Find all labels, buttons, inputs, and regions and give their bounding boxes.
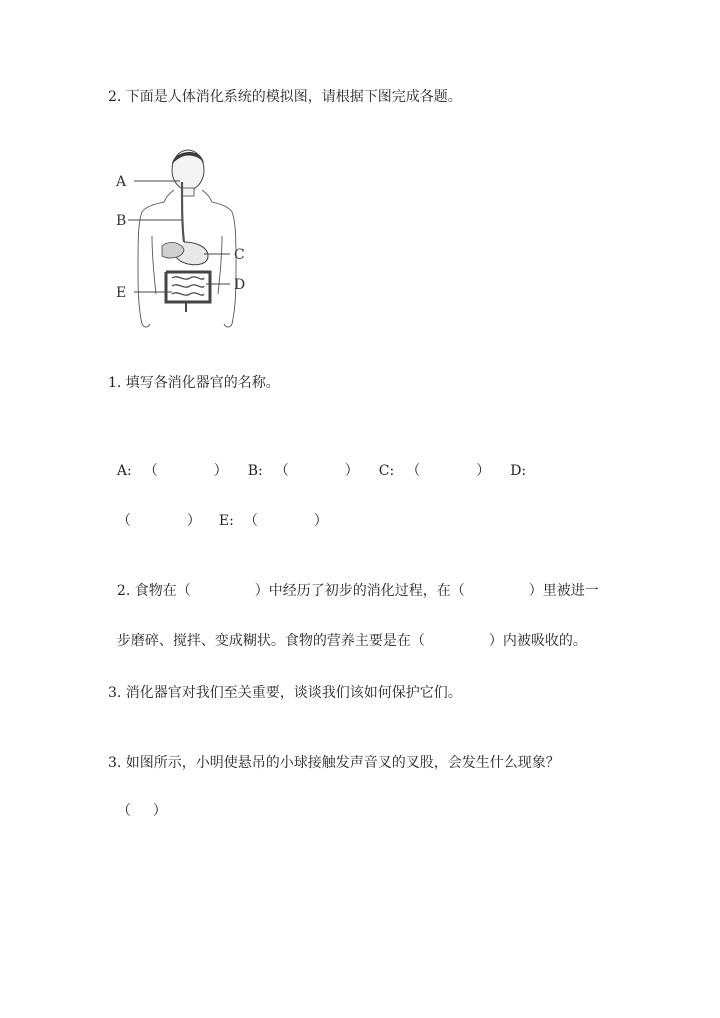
label-d: D xyxy=(234,277,246,293)
blank-row-2 xyxy=(108,494,328,530)
answer-open: （ xyxy=(116,803,131,819)
head xyxy=(172,150,204,196)
blank-b-close: ） xyxy=(344,463,359,479)
blank-c-close: ） xyxy=(476,463,491,479)
blank-d-close: ） xyxy=(186,513,201,529)
sub-3-prompt: 3. 消化器官对我们至关重要，谈谈我们该如何保护它们。 xyxy=(108,685,462,701)
sub-2-part-4: 步磨碎、搅拌、变成糊状。食物的营养主要是在（ xyxy=(116,633,425,649)
sub-2-part-5: ）内被吸收的。 xyxy=(488,633,587,649)
sub-2-line-2 xyxy=(108,614,587,650)
blank-a-label: A: xyxy=(116,463,132,479)
label-b: B xyxy=(116,213,127,229)
blank-row-1 xyxy=(108,444,526,480)
blank-d-open: （ xyxy=(116,513,131,529)
sub-2-part-2: ）中经历了初步的消化过程，在（ xyxy=(254,583,465,599)
answer-close: ） xyxy=(152,803,167,819)
question-2-prompt: 2. 下面是人体消化系统的模拟图，请根据下图完成各题。 xyxy=(108,89,462,105)
sub-1-prompt: 1. 填写各消化器官的名称。 xyxy=(108,375,280,391)
pointer-lines xyxy=(128,181,230,292)
question-3-prompt: 3. 如图所示，小明使悬吊的小球接触发声音叉的叉股，会发生什么现象？ xyxy=(108,755,560,771)
sub-2-part-3: ）里被进一 xyxy=(528,583,599,599)
blank-e-open: （ xyxy=(243,513,258,529)
blank-c-label: C: xyxy=(378,463,395,479)
blank-d-label: D: xyxy=(510,463,527,479)
blank-b-open: （ xyxy=(274,463,289,479)
sub-2-part-1: 2. 食物在（ xyxy=(116,583,191,599)
question-3-answer xyxy=(108,784,167,820)
label-c: C xyxy=(234,247,245,263)
label-e: E xyxy=(116,285,127,301)
blank-b-label: B: xyxy=(247,463,263,479)
sub-2-line-1 xyxy=(108,564,599,600)
digestive-system-figure xyxy=(112,146,252,336)
blank-e-close: ） xyxy=(313,513,328,529)
label-a: A xyxy=(116,174,127,190)
blank-a-open: （ xyxy=(143,463,158,479)
blank-c-open: （ xyxy=(406,463,421,479)
blank-e-label: E: xyxy=(218,513,234,529)
blank-a-close: ） xyxy=(213,463,228,479)
small-intestine xyxy=(172,277,204,295)
